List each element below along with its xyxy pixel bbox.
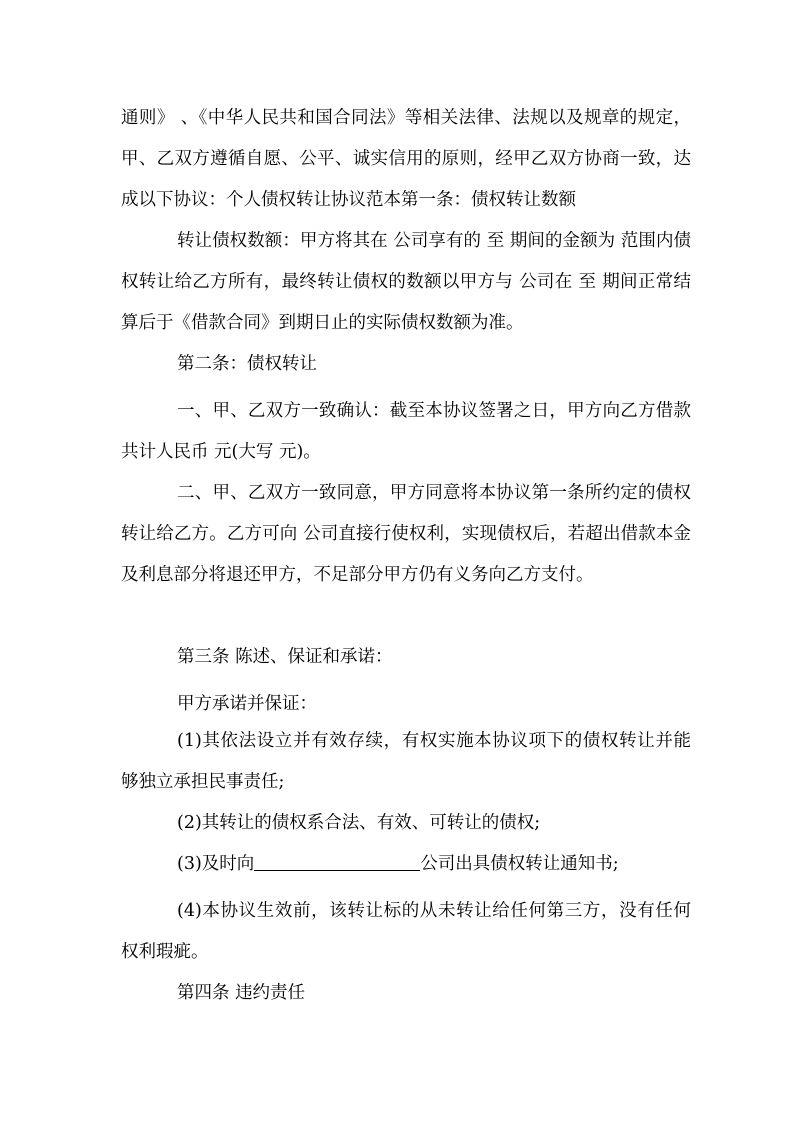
paragraph-warranty-2: (2)其转让的债权系合法、有效、可转让的债权; bbox=[177, 813, 541, 833]
blank-fill-line bbox=[254, 852, 420, 871]
paragraph-party-a-warranty: 甲方承诺并保证： bbox=[177, 694, 317, 714]
warranty-3-suffix: 公司出具债权转让通知书; bbox=[420, 854, 619, 874]
paragraph-warranty-3 bbox=[121, 844, 691, 885]
paragraph-preamble: 通则》 、《中华人民共和国合同法》等相关法律、法规以及规章的规定，甲、乙双方遵循自愿、公平、诚实信用的原则，经甲乙双方协商一致，达成以下协议：个人债权转让协议范本第一条：债权转让数额 bbox=[121, 108, 691, 210]
paragraph-article-2-item-1: 一、甲、乙双方一致确认：截至本协议签署之日，甲方向乙方借款共计人民币 元(大写 元)。 bbox=[121, 401, 691, 462]
paragraph-transfer-amount: 转让债权数额：甲方将其在 公司享有的 至 期间的金额为 范围内债权转让给乙方所有，最终转让债权的数额以甲方与 公司在 至 期间正常结算后于《借款合同》到期日止的实际债权数额为准。 bbox=[121, 231, 691, 333]
paragraph-article-2-item-2: 二、甲、乙双方一致同意，甲方同意将本协议第一条所约定的债权转让给乙方。乙方可向 公司直接行使权利，实现债权后，若超出借款本金及利息部分将退还甲方，不足部分甲方仍有义务向乙方支付。 bbox=[121, 483, 691, 585]
heading-article-4: 第四条 违约责任 bbox=[177, 983, 306, 1003]
paragraph-warranty-4: (4)本协议生效前，该转让标的从未转让给任何第三方，没有任何权利瑕疵。 bbox=[121, 901, 691, 962]
heading-article-2: 第二条：债权转让 bbox=[177, 354, 317, 374]
warranty-3-prefix: (3)及时向 bbox=[177, 854, 255, 874]
heading-article-3: 第三条 陈述、保证和承诺： bbox=[177, 647, 393, 667]
paragraph-warranty-1: (1)其依法设立并有效存续，有权实施本协议项下的债权转让并能够独立承担民事责任; bbox=[121, 731, 691, 792]
